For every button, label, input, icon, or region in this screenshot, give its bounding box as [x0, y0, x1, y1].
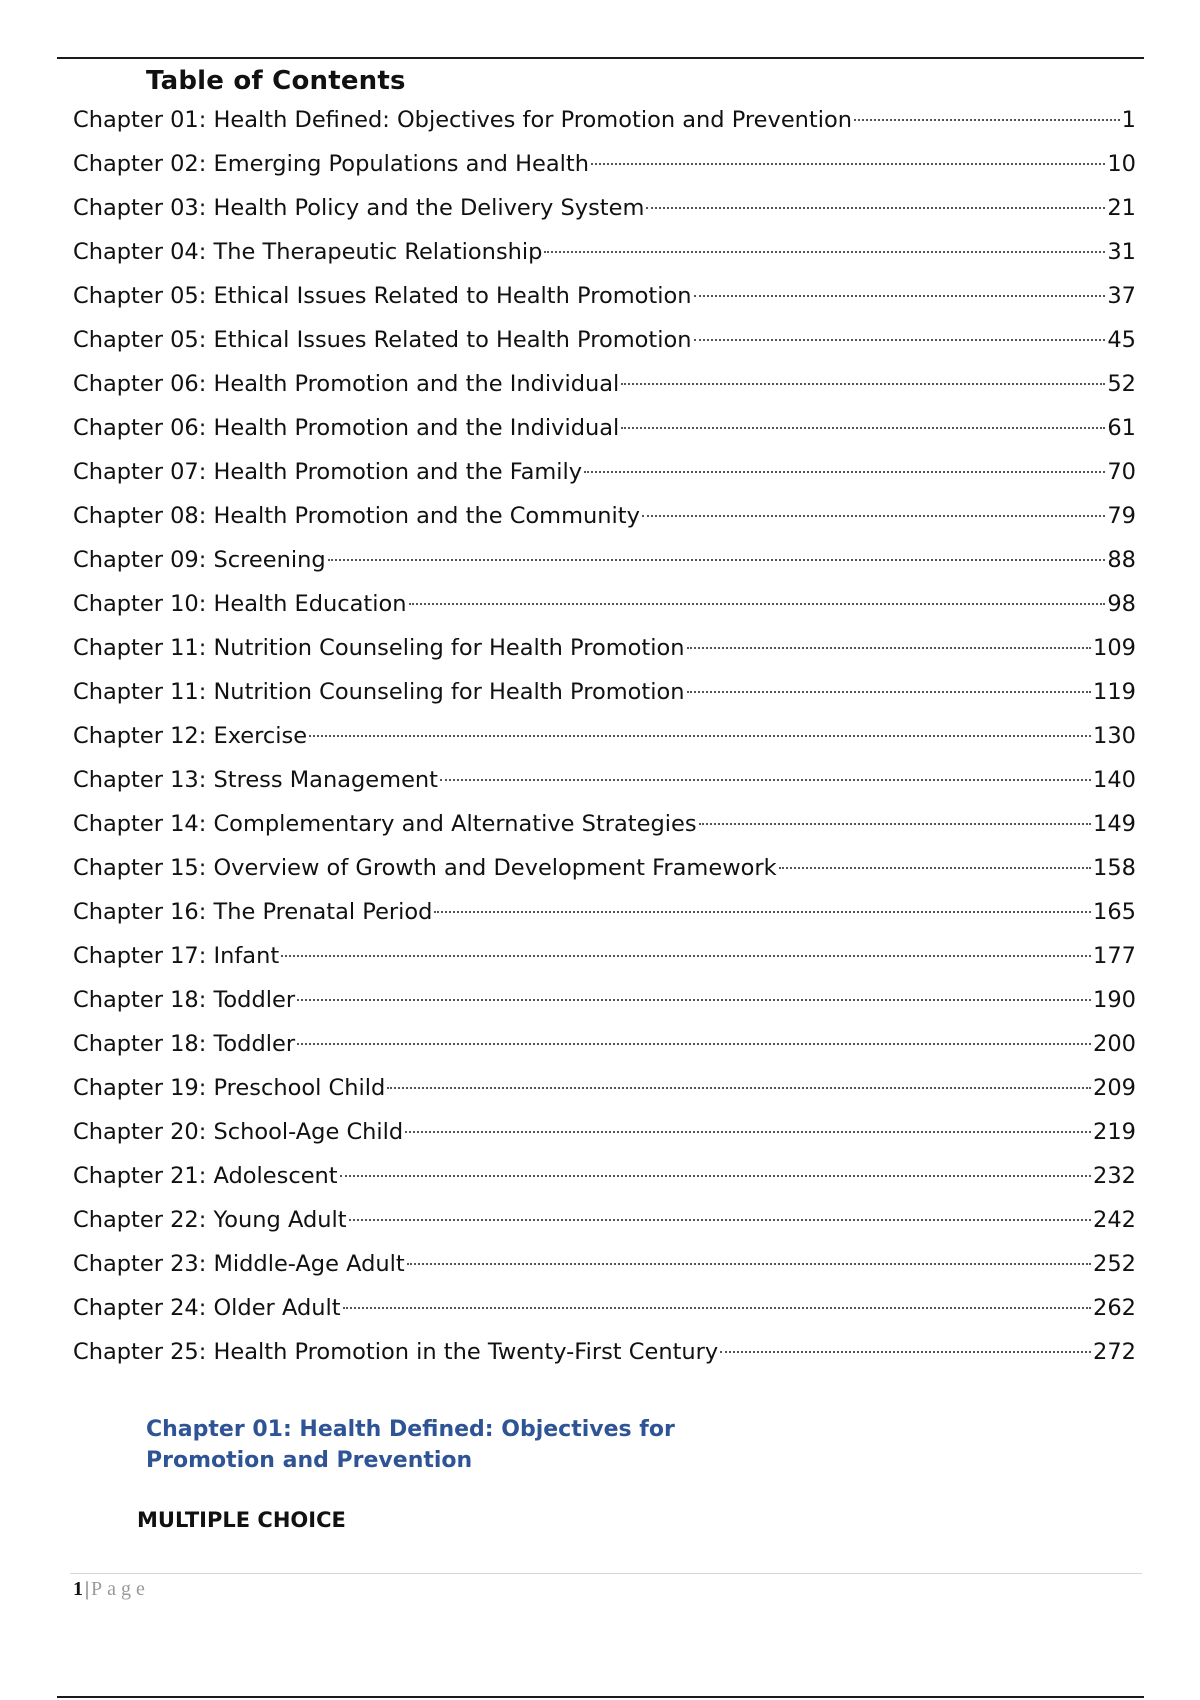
toc-entry-page: 272 [1093, 1339, 1136, 1365]
toc-entry-label: Chapter 18: Toddler [73, 987, 296, 1013]
toc-entry-label: Chapter 09: Screening [73, 547, 326, 573]
toc-entry-page: 149 [1093, 811, 1136, 837]
toc-entry-label: Chapter 02: Emerging Populations and Health [73, 151, 589, 177]
toc-entry-page: 190 [1093, 987, 1136, 1013]
toc-entry[interactable] [73, 142, 1136, 186]
toc-dot-leader [694, 295, 1106, 297]
page-footer [73, 1578, 150, 1601]
toc-list [73, 98, 1136, 1374]
toc-entry[interactable] [73, 274, 1136, 318]
toc-entry[interactable] [73, 318, 1136, 362]
toc-entry-label: Chapter 23: Middle-Age Adult [73, 1251, 405, 1277]
toc-dot-leader [720, 1351, 1091, 1353]
toc-entry-page: 209 [1093, 1075, 1136, 1101]
toc-entry-label: Chapter 11: Nutrition Counseling for Health Promotion [73, 635, 685, 661]
toc-entry-page: 119 [1093, 679, 1136, 705]
toc-entry-page: 31 [1107, 239, 1136, 265]
toc-title: Table of Contents [146, 66, 406, 96]
toc-entry-label: Chapter 15: Overview of Growth and Development Framework [73, 855, 777, 881]
toc-entry-label: Chapter 07: Health Promotion and the Family [73, 459, 583, 485]
toc-dot-leader [779, 867, 1091, 869]
toc-entry-page: 21 [1107, 195, 1136, 221]
toc-entry-page: 232 [1093, 1163, 1136, 1189]
toc-entry-page: 98 [1107, 591, 1136, 617]
toc-entry-label: Chapter 01: Health Defined: Objectives for Promotion and Prevention [73, 107, 853, 133]
toc-entry-label: Chapter 03: Health Policy and the Delivery System [73, 195, 645, 221]
toc-dot-leader [297, 999, 1091, 1001]
toc-entry[interactable] [73, 978, 1136, 1022]
toc-dot-leader [621, 383, 1105, 385]
toc-dot-leader [699, 823, 1091, 825]
toc-dot-leader [328, 559, 1106, 561]
top-rule [57, 57, 1144, 59]
toc-entry[interactable] [73, 1286, 1136, 1330]
toc-entry-label: Chapter 14: Complementary and Alternative Strategies [73, 811, 697, 837]
toc-dot-leader [642, 515, 1105, 517]
toc-entry[interactable] [73, 538, 1136, 582]
toc-dot-leader [434, 911, 1091, 913]
toc-dot-leader [405, 1131, 1091, 1133]
toc-entry[interactable] [73, 494, 1136, 538]
toc-entry[interactable] [73, 758, 1136, 802]
toc-entry-label: Chapter 08: Health Promotion and the Community [73, 503, 640, 529]
toc-entry-page: 37 [1107, 283, 1136, 309]
toc-entry-page: 158 [1093, 855, 1136, 881]
toc-entry-label: Chapter 12: Exercise [73, 723, 308, 749]
toc-entry[interactable] [73, 670, 1136, 714]
toc-dot-leader [621, 427, 1105, 429]
toc-entry-label: Chapter 18: Toddler [73, 1031, 296, 1057]
toc-entry[interactable] [73, 890, 1136, 934]
toc-dot-leader [694, 339, 1106, 341]
toc-entry-page: 88 [1107, 547, 1136, 573]
toc-entry[interactable] [73, 626, 1136, 670]
toc-entry-page: 200 [1093, 1031, 1136, 1057]
toc-entry[interactable] [73, 450, 1136, 494]
toc-entry[interactable] [73, 714, 1136, 758]
toc-entry[interactable] [73, 362, 1136, 406]
toc-entry-label: Chapter 06: Health Promotion and the Individual [73, 415, 620, 441]
toc-entry-page: 130 [1093, 723, 1136, 749]
toc-entry-label: Chapter 11: Nutrition Counseling for Health Promotion [73, 679, 685, 705]
toc-entry-page: 45 [1107, 327, 1136, 353]
toc-entry[interactable] [73, 230, 1136, 274]
toc-entry-page: 140 [1093, 767, 1136, 793]
footer-page-number: 1 [73, 1578, 85, 1600]
toc-dot-leader [343, 1307, 1091, 1309]
toc-entry-page: 262 [1093, 1295, 1136, 1321]
toc-entry[interactable] [73, 1066, 1136, 1110]
toc-entry-page: 61 [1107, 415, 1136, 441]
toc-entry-page: 79 [1107, 503, 1136, 529]
toc-dot-leader [584, 471, 1105, 473]
toc-entry-label: Chapter 05: Ethical Issues Related to Health Promotion [73, 327, 692, 353]
toc-dot-leader [407, 1263, 1091, 1265]
toc-dot-leader [544, 251, 1105, 253]
toc-entry[interactable] [73, 1022, 1136, 1066]
toc-entry[interactable] [73, 1242, 1136, 1286]
toc-dot-leader [646, 207, 1105, 209]
chapter-heading: Chapter 01: Health Defined: Objectives for Promotion and Prevention [146, 1417, 675, 1473]
footer-separator: | [85, 1578, 92, 1600]
toc-entry-label: Chapter 06: Health Promotion and the Individual [73, 371, 620, 397]
toc-entry-label: Chapter 21: Adolescent [73, 1163, 338, 1189]
toc-dot-leader [349, 1219, 1091, 1221]
toc-entry-page: 70 [1107, 459, 1136, 485]
toc-entry-label: Chapter 25: Health Promotion in the Twenty-First Century [73, 1339, 719, 1365]
toc-entry-page: 242 [1093, 1207, 1136, 1233]
toc-entry[interactable] [73, 1110, 1136, 1154]
toc-dot-leader [687, 647, 1092, 649]
toc-dot-leader [387, 1087, 1091, 1089]
footer-page-word: Page [91, 1578, 150, 1600]
toc-entry[interactable] [73, 1154, 1136, 1198]
toc-entry[interactable] [73, 406, 1136, 450]
toc-dot-leader [297, 1043, 1091, 1045]
toc-dot-leader [854, 119, 1120, 121]
toc-entry-label: Chapter 24: Older Adult [73, 1295, 341, 1321]
toc-entry-page: 1 [1121, 107, 1136, 133]
toc-dot-leader [409, 603, 1106, 605]
toc-entry-label: Chapter 17: Infant [73, 943, 280, 969]
toc-entry[interactable] [73, 1198, 1136, 1242]
toc-dot-leader [440, 779, 1091, 781]
toc-entry[interactable] [73, 186, 1136, 230]
toc-entry-page: 219 [1093, 1119, 1136, 1145]
toc-entry-label: Chapter 19: Preschool Child [73, 1075, 386, 1101]
toc-entry-label: Chapter 22: Young Adult [73, 1207, 347, 1233]
toc-entry-label: Chapter 10: Health Education [73, 591, 407, 617]
toc-entry-page: 52 [1107, 371, 1136, 397]
bottom-rule [57, 1696, 1144, 1698]
toc-entry-page: 165 [1093, 899, 1136, 925]
toc-entry-page: 177 [1093, 943, 1136, 969]
section-label: MULTIPLE CHOICE [137, 1508, 346, 1532]
toc-entry[interactable] [73, 846, 1136, 890]
toc-entry-page: 252 [1093, 1251, 1136, 1277]
toc-entry[interactable] [73, 934, 1136, 978]
toc-dot-leader [281, 955, 1091, 957]
toc-entry-label: Chapter 05: Ethical Issues Related to Health Promotion [73, 283, 692, 309]
toc-dot-leader [309, 735, 1091, 737]
toc-entry-page: 10 [1107, 151, 1136, 177]
toc-entry-label: Chapter 20: School-Age Child [73, 1119, 404, 1145]
toc-entry[interactable] [73, 98, 1136, 142]
toc-entry-label: Chapter 04: The Therapeutic Relationship [73, 239, 543, 265]
toc-entry[interactable] [73, 582, 1136, 626]
footer-rule [70, 1573, 1142, 1574]
toc-entry[interactable] [73, 1330, 1136, 1374]
toc-dot-leader [340, 1175, 1091, 1177]
toc-entry-label: Chapter 13: Stress Management [73, 767, 438, 793]
toc-dot-leader [591, 163, 1105, 165]
toc-dot-leader [687, 691, 1092, 693]
toc-entry[interactable] [73, 802, 1136, 846]
toc-entry-page: 109 [1093, 635, 1136, 661]
toc-entry-label: Chapter 16: The Prenatal Period [73, 899, 433, 925]
